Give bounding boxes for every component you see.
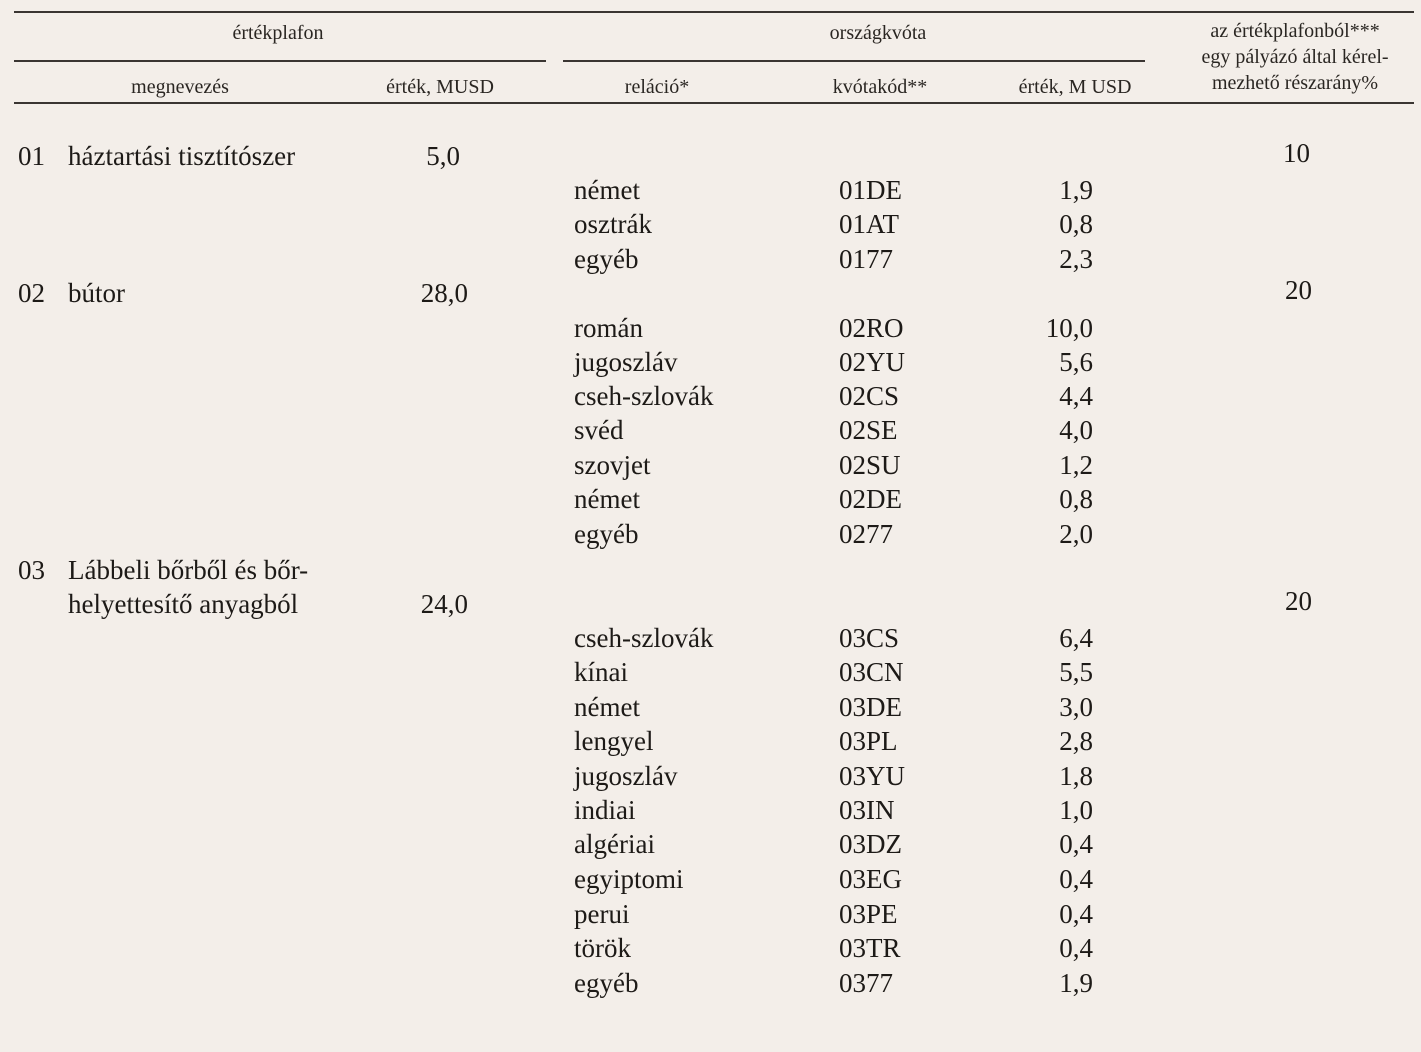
quota-relation: egyéb (574, 968, 639, 998)
quota-relation: cseh-szlovák (574, 381, 714, 411)
category-number: 03 (18, 555, 45, 585)
quota-relation: német (574, 175, 640, 205)
quota-code: 0177 (839, 244, 893, 274)
quota-relation: indiai (574, 795, 636, 825)
quota-value: 2,0 (1059, 519, 1093, 549)
quota-code: 02YU (839, 347, 905, 377)
quota-value: 1,2 (1059, 450, 1093, 480)
group-header-orszagkvota: országkvóta (829, 22, 927, 44)
quota-value: 5,6 (1059, 347, 1093, 377)
quota-relation: svéd (574, 415, 624, 445)
quota-code: 02CS (839, 381, 900, 411)
category-value: 24,0 (420, 589, 468, 619)
quota-code: 03TR (839, 933, 901, 963)
quota-code: 02DE (839, 484, 902, 514)
category-share: 20 (1285, 275, 1312, 305)
quota-value: 1,0 (1059, 795, 1093, 825)
col-header-quota-value: érték, M USD (1018, 76, 1132, 98)
quota-value: 1,8 (1059, 761, 1093, 791)
quota-code: 02SU (839, 450, 901, 480)
header-bottom-rule (14, 102, 1414, 104)
col-header-code: kvótakód** (832, 76, 928, 98)
quota-code: 03DE (839, 692, 902, 722)
quota-value: 0,8 (1059, 484, 1093, 514)
quota-value: 0,4 (1059, 829, 1093, 859)
quota-code: 03PE (839, 899, 898, 929)
quota-code: 03YU (839, 761, 905, 791)
quota-value: 0,4 (1059, 933, 1093, 963)
category-value: 5,0 (426, 141, 460, 171)
col-header-share-line: egy pályázó által kérel- (1201, 46, 1389, 68)
category-number: 02 (18, 278, 45, 308)
quota-value: 4,0 (1059, 415, 1093, 445)
quota-relation: lengyel (574, 726, 654, 756)
quota-relation: jugoszláv (574, 347, 678, 377)
quota-code: 02SE (839, 415, 898, 445)
quota-relation: egyéb (574, 519, 639, 549)
category-value: 28,0 (420, 278, 468, 308)
category-name: háztartási tisztítószer (68, 141, 296, 171)
col-header-name: megnevezés (131, 76, 229, 98)
quota-code: 01DE (839, 175, 902, 205)
quota-value: 6,4 (1059, 623, 1093, 653)
quota-code: 03EG (839, 864, 902, 894)
quota-code: 01AT (839, 209, 899, 239)
quota-code: 02RO (839, 313, 904, 343)
col-header-share (1175, 18, 1415, 96)
category-number: 01 (18, 141, 45, 171)
quota-relation: román (574, 313, 643, 343)
quota-value: 1,9 (1059, 968, 1093, 998)
quota-code: 03DZ (839, 829, 902, 859)
quota-relation: algériai (574, 829, 655, 859)
quota-relation: német (574, 484, 640, 514)
quota-relation: német (574, 692, 640, 722)
top-rule (14, 11, 1414, 13)
quota-value: 10,0 (1045, 313, 1093, 343)
quota-value: 2,8 (1059, 726, 1093, 756)
quota-relation: török (574, 933, 631, 963)
category-name: bútor (68, 278, 125, 308)
quota-code: 0377 (839, 968, 893, 998)
quota-code: 03CS (839, 623, 900, 653)
category-share: 10 (1283, 138, 1310, 168)
quota-code: 03PL (839, 726, 898, 756)
col-header-relation: reláció* (624, 76, 690, 98)
quota-code: 0277 (839, 519, 893, 549)
quota-code: 03IN (839, 795, 895, 825)
rule-ertekplafon-group (14, 60, 546, 62)
col-header-share-line: az értékplafonból*** (1210, 20, 1380, 42)
quota-relation: egyiptomi (574, 864, 684, 894)
quota-relation: szovjet (574, 450, 651, 480)
quota-value: 0,4 (1059, 864, 1093, 894)
quota-relation: egyéb (574, 244, 639, 274)
quota-value: 5,5 (1059, 657, 1093, 687)
quota-relation: osztrák (574, 209, 652, 239)
quota-value: 3,0 (1059, 692, 1093, 722)
quota-code: 03CN (839, 657, 904, 687)
quota-relation: jugoszláv (574, 761, 678, 791)
category-name: Lábbeli bőrből és bőr- (68, 555, 309, 585)
quota-value: 0,4 (1059, 899, 1093, 929)
category-share: 20 (1285, 586, 1312, 616)
quota-value: 4,4 (1059, 381, 1093, 411)
quota-value: 1,9 (1059, 175, 1093, 205)
quota-relation: perui (574, 899, 630, 929)
category-name: helyettesítő anyagból (68, 589, 299, 619)
rule-orszagkvota-group (563, 60, 1145, 62)
col-header-share-line: mezhető részarány% (1211, 72, 1378, 94)
group-header-ertekplafon: értékplafon (232, 22, 324, 44)
quota-value: 2,3 (1059, 244, 1093, 274)
quota-relation: cseh-szlovák (574, 623, 714, 653)
quota-value: 0,8 (1059, 209, 1093, 239)
quota-relation: kínai (574, 657, 628, 687)
col-header-value: érték, MUSD (386, 76, 494, 98)
